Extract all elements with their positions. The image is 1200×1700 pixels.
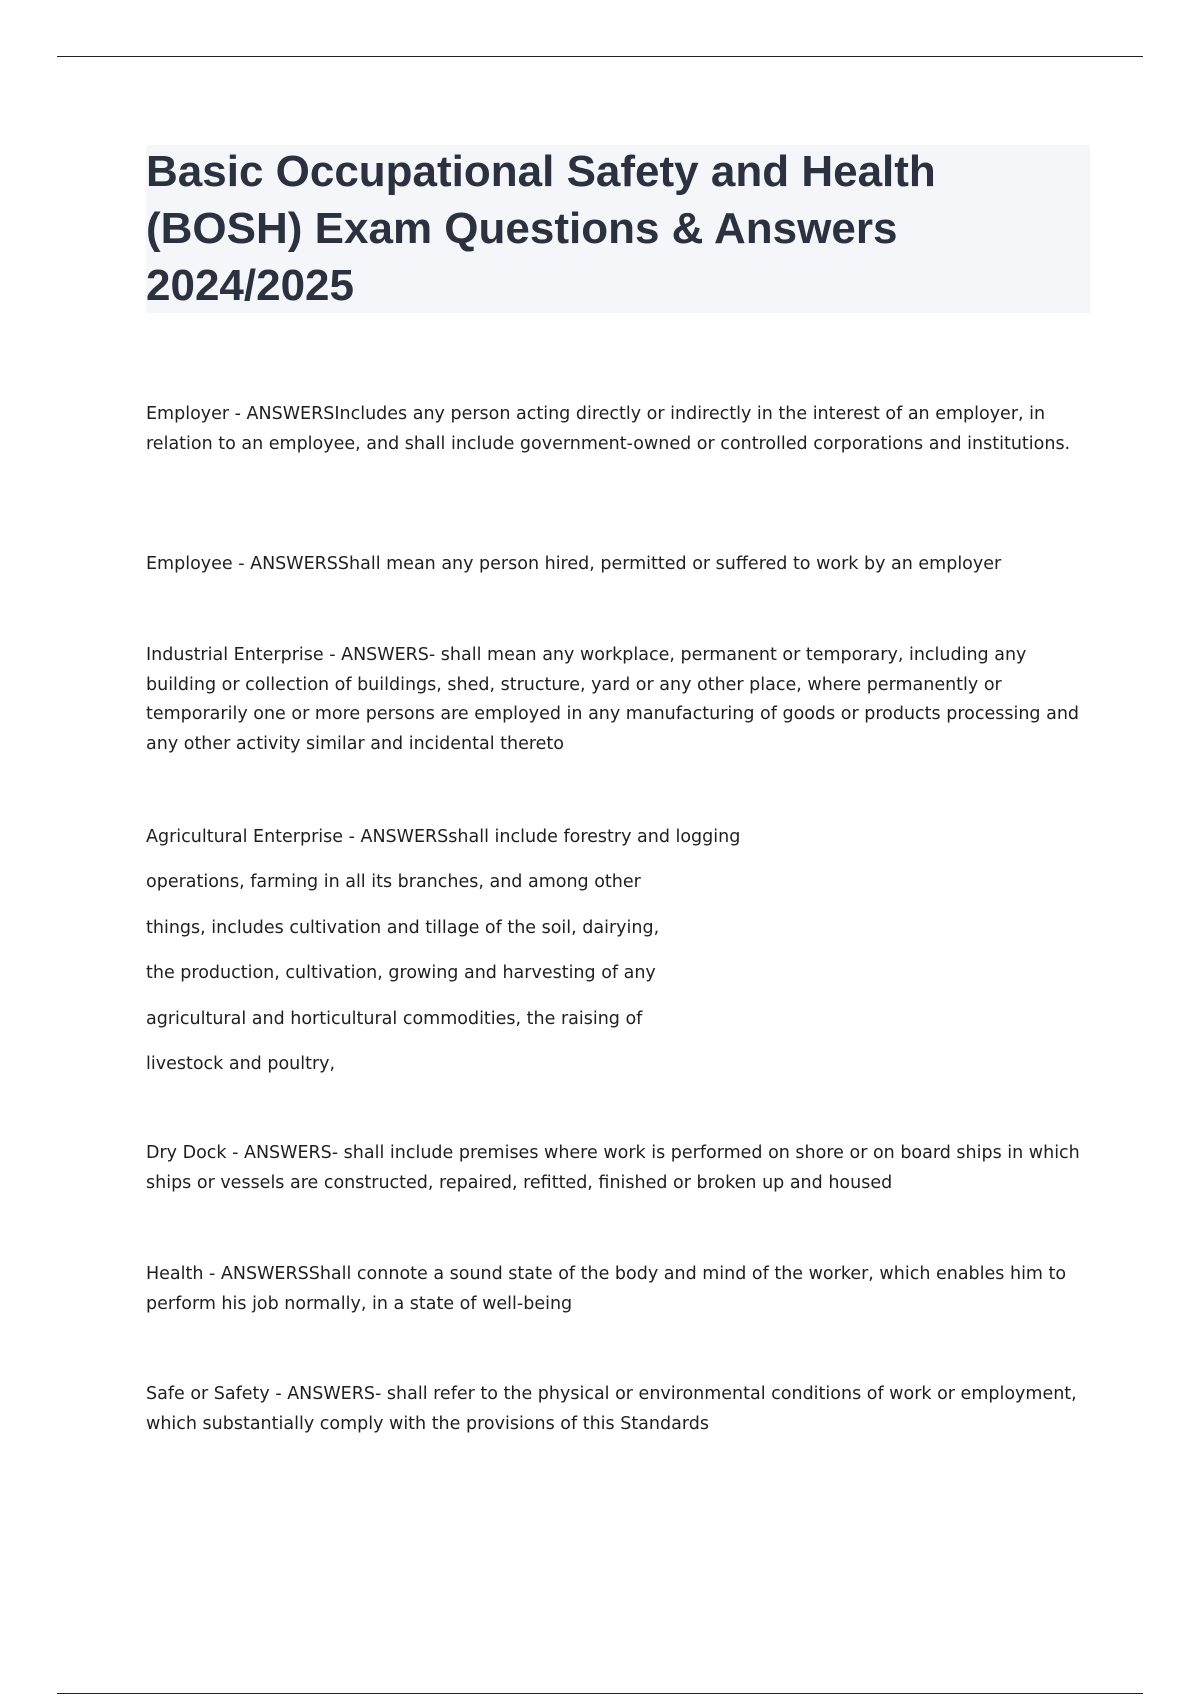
agricultural-enterprise-line-2: operations, farming in all its branches, and among other — [146, 872, 641, 892]
answers-separator: - ANSWERS — [226, 1143, 332, 1163]
entry-term: Safe or Safety — [146, 1384, 270, 1404]
answers-separator: - ANSWERS — [343, 827, 449, 847]
top-rule — [57, 56, 1143, 57]
entry-term: Dry Dock — [146, 1143, 227, 1163]
agricultural-enterprise-line-6: livestock and poultry, — [146, 1054, 336, 1074]
entry-answer: Shall mean any person hired, permitted or suffered to work by an employer — [337, 554, 1002, 574]
qa-entry-industrial-enterprise — [146, 641, 1096, 759]
entry-answer: shall include forestry and logging — [448, 827, 741, 847]
entry-term: Employer — [146, 404, 230, 424]
qa-entry-employee — [146, 550, 1096, 580]
qa-entry-safe-or-safety — [146, 1380, 1096, 1439]
qa-entry-health — [146, 1260, 1096, 1319]
answers-separator: - ANSWERS — [269, 1384, 376, 1404]
entry-term: Industrial Enterprise — [146, 645, 324, 665]
answers-separator: - ANSWERS — [203, 1264, 309, 1284]
agricultural-enterprise-line-1 — [146, 825, 740, 849]
entry-term: Employee — [146, 554, 233, 574]
agricultural-enterprise-line-4: the production, cultivation, growing and harvesting of any — [146, 963, 656, 983]
entry-term: Health — [146, 1264, 204, 1284]
entry-answer: - shall include premises where work is performed on shore or on board ships in which ships or vessels are constructed, repaired, refitted, finished or broken up and housed — [146, 1143, 1080, 1193]
qa-entry-employer — [146, 400, 1096, 459]
entry-answer: - shall mean any workplace, permanent or temporary, including any building or collection of buildings, shed, structure, yard or any other place, where permanently or temporarily one or more persons are employed in any manufacturing of goods or products processing and any other activity similar and incidental thereto — [146, 645, 1080, 754]
document-title: Basic Occupational Safety and Health (BOSH) Exam Questions & Answers 2024/2025 — [146, 147, 936, 310]
answers-separator: - ANSWERS — [229, 404, 335, 424]
agricultural-enterprise-line-5: agricultural and horticultural commodities, the raising of — [146, 1009, 643, 1029]
entry-answer: Includes any person acting directly or indirectly in the interest of an employer, in relation to an employee, and shall include government-owned or controlled corporations and institutions. — [146, 404, 1071, 454]
entry-answer: - shall refer to the physical or environmental conditions of work or employment, which substantially comply with the provisions of this Standards — [146, 1384, 1077, 1434]
qa-entry-dry-dock — [146, 1139, 1096, 1198]
bottom-rule — [57, 1693, 1143, 1694]
answers-separator: - ANSWERS — [232, 554, 338, 574]
entry-term: Agricultural Enterprise — [146, 827, 344, 847]
agricultural-enterprise-line-3: things, includes cultivation and tillage of the soil, dairying, — [146, 918, 660, 938]
answers-separator: - ANSWERS — [323, 645, 429, 665]
entry-answer: Shall connote a sound state of the body and mind of the worker, which enables him to perform his job normally, in a state of well-being — [146, 1264, 1067, 1314]
